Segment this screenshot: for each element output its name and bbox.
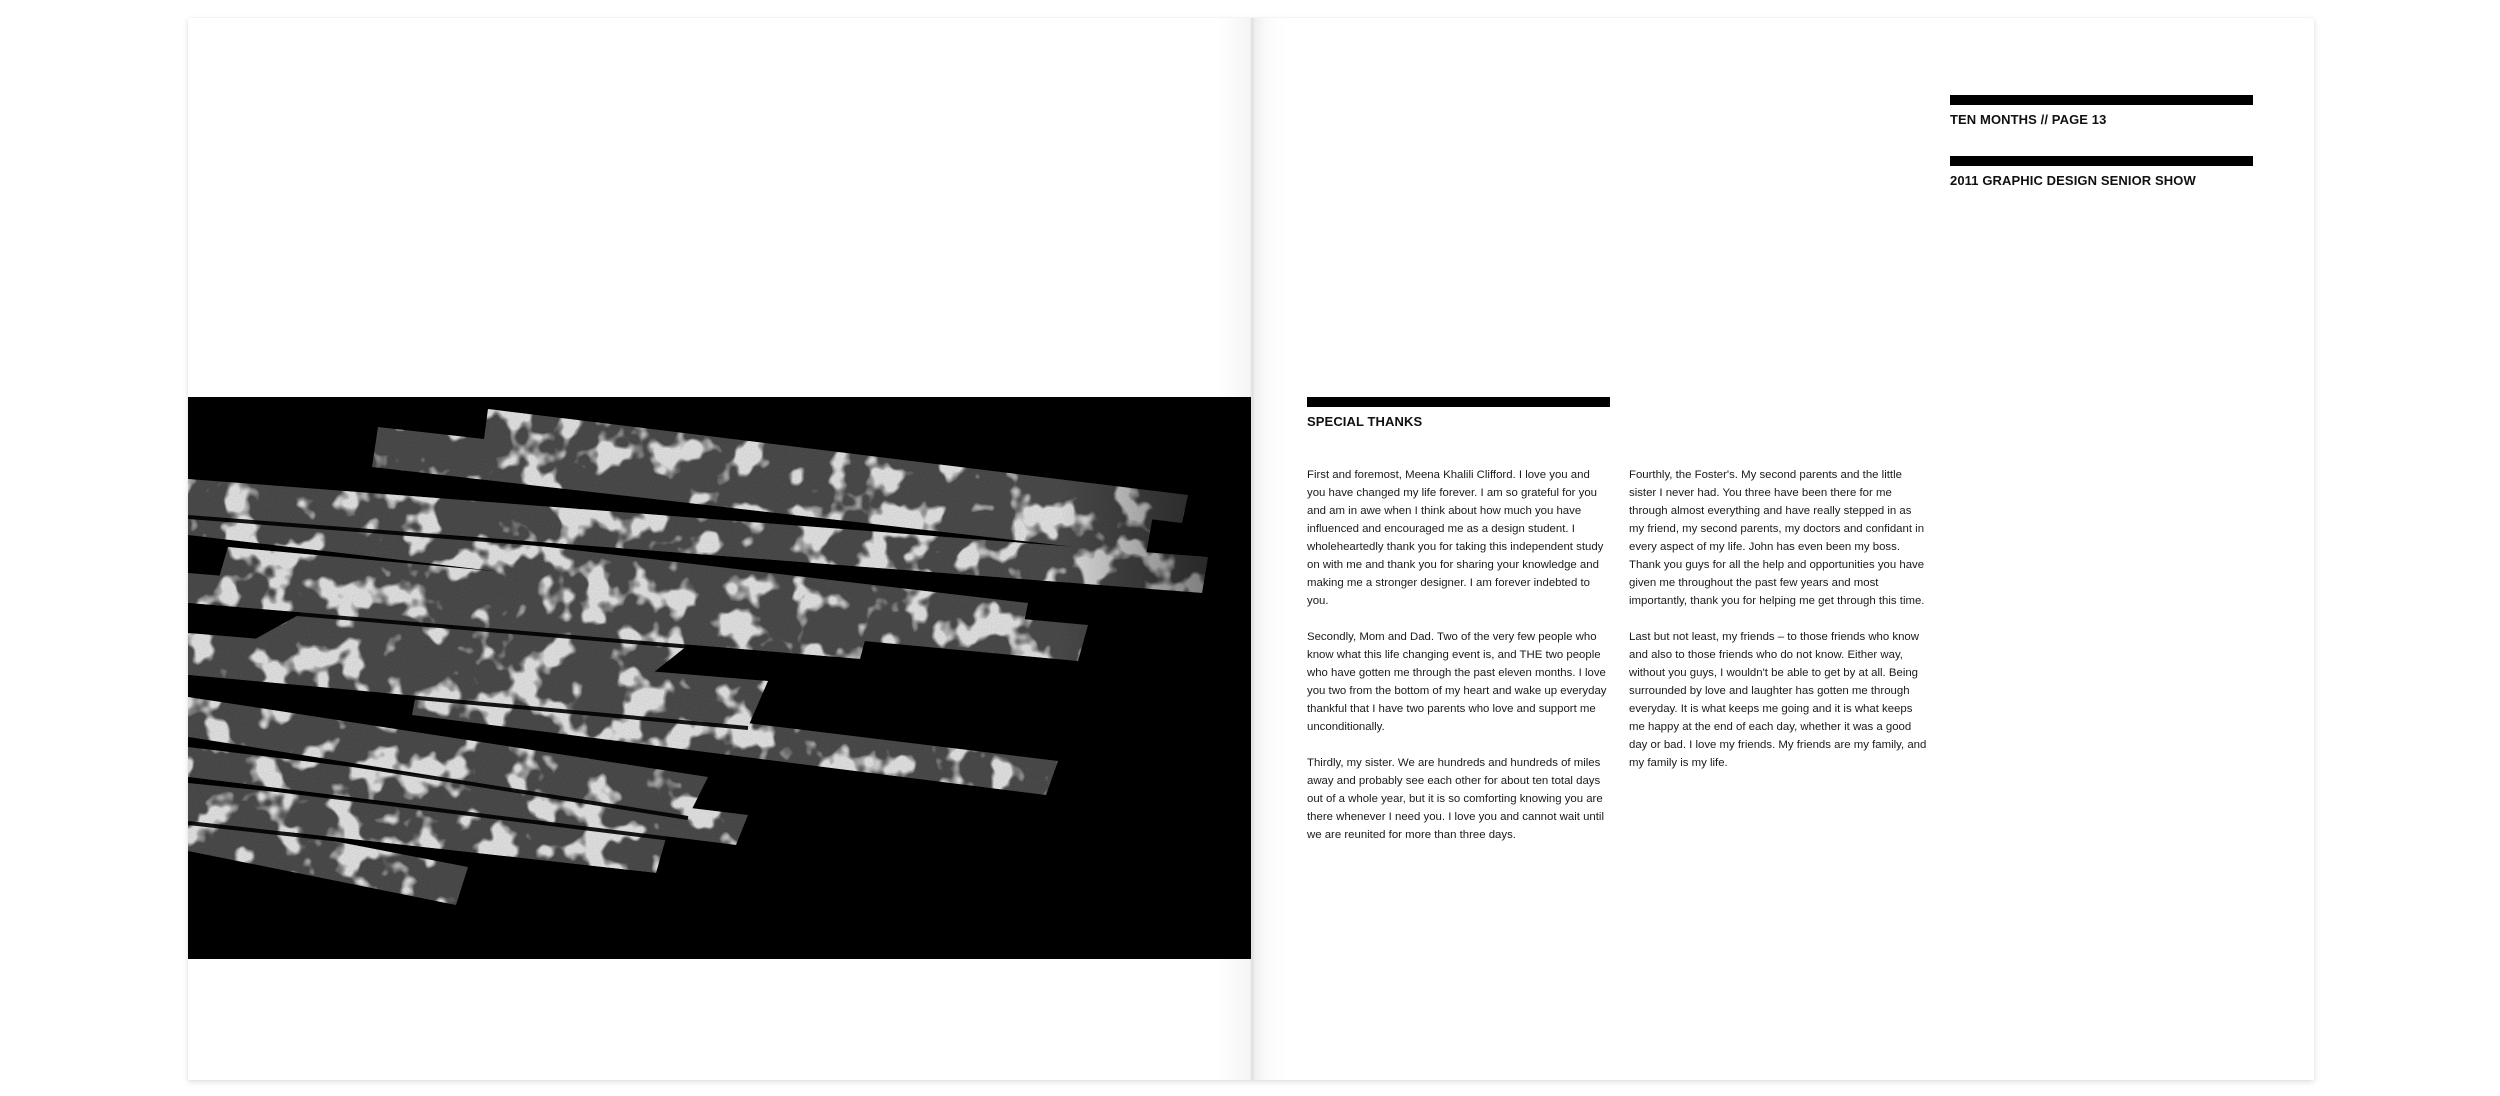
section-rule (1307, 397, 1610, 407)
page-label: TEN MONTHS // PAGE 13 (1950, 112, 2107, 127)
paragraph: Secondly, Mom and Dad. Two of the very few people who know what this life changing event is, and THE two people who have gotten me through the past eleven months. I love you two from the bottom of my heart and wake up everyday thankful that I have two parents who love and support me unconditionally. (1307, 631, 1607, 733)
header-rule-bottom (1950, 156, 2253, 166)
paper-strips-illustration (188, 397, 1251, 959)
right-page (1251, 18, 2314, 1080)
header-rule-top (1950, 95, 2253, 105)
paragraph: First and foremost, Meena Khalili Clifford. I love you and you have changed my life forever. I am so grateful for you and am in awe when I think about how much you have influenced and encouraged me as a design student. I wholeheartedly thank you for taking this independent study on with me and thank you for sharing your knowledge and making me a stronger designer. I am forever indebted to you. (1307, 469, 1604, 607)
thanks-column-left (1307, 466, 1607, 862)
black-and-white-photo (188, 397, 1251, 959)
paragraph: Fourthly, the Foster's. My second parents and the little sister I never had. You three have been there for me through almost everything and have really stepped in as my friend, my second parents, my doctors and confidant in every aspect of my life. John has even been my boss. Thank you guys for all the help and opportunities you have given me throughout the past few years and most importantly, thank you for helping me get through this time. (1629, 469, 1925, 607)
section-heading: SPECIAL THANKS (1307, 414, 1423, 429)
thanks-column-right (1629, 466, 1929, 790)
paragraph: Last but not least, my friends – to those friends who know and also to those friends who do not know. Either way, without you guys, I wouldn't be able to get by at all. Being surrounded by love and laughter has gotten me through everyday. It is what keeps me going and it is what keeps me happy at the end of each day, whether it was a good day or bad. I love my friends. My friends are my family, and my family is my life. (1629, 631, 1927, 769)
show-label: 2011 GRAPHIC DESIGN SENIOR SHOW (1950, 173, 2196, 188)
left-page (188, 18, 1251, 1080)
magazine-spread (188, 18, 2314, 1080)
paragraph: Thirdly, my sister. We are hundreds and hundreds of miles away and probably see each other for about ten total days out of a whole year, but it is so comforting knowing you are there whenever I need you. I love you and cannot wait until we are reunited for more than three days. (1307, 757, 1604, 841)
